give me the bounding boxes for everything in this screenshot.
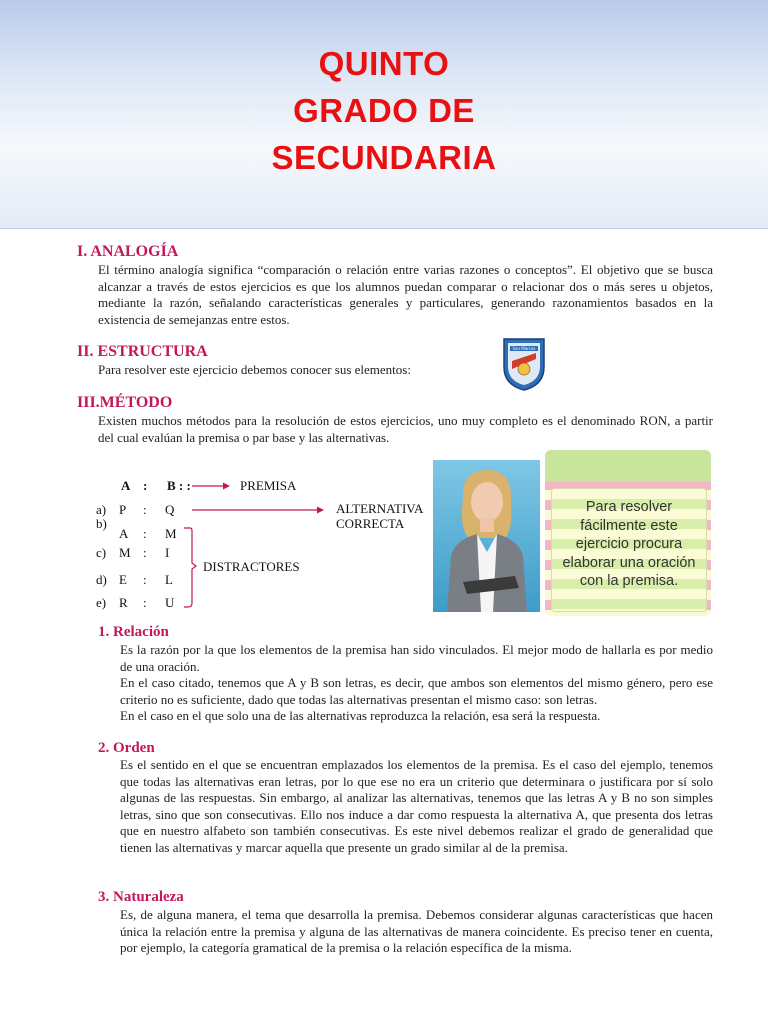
tip-note-header xyxy=(545,450,711,482)
option-a-right: Q xyxy=(165,502,175,517)
title-line-2: GRADO DE xyxy=(293,92,475,129)
relacion-paragraph-3: En el caso en el que solo una de las alternativas reproduzca la relación, esa será la respuesta. xyxy=(120,708,601,723)
school-crest-logo xyxy=(500,333,548,391)
premise-a: A xyxy=(121,478,131,493)
distractores-label: DISTRACTORES xyxy=(203,559,300,574)
relacion-paragraph-1: Es la razón por la que los elementos de la premisa han sido vinculados. El mejor modo de hallarla es por medio de una oración. xyxy=(120,642,713,674)
naturaleza-text: Es, de alguna manera, el tema que desarrolla la premisa. Debemos considerar algunas características que hacen única la relación entre la premisa y alguna de las alternativas de manera coincidente. Es preciso tener en cuenta, por ejemplo, la categoría gramatical de la premisa o la relación específica de la misma. xyxy=(120,907,713,955)
distractores-brace xyxy=(184,528,196,607)
section-heading-metodo: III.MÉTODO xyxy=(77,394,173,411)
option-letter-d: d) xyxy=(96,572,107,587)
tip-note-text: Para resolver fácilmente este ejercicio procura elaborar una oración con la premisa. xyxy=(562,499,696,589)
section-heading-estructura: II. ESTRUCTURA xyxy=(77,343,208,360)
orden-text: Es el sentido en el que se encuentran emplazados los elementos de la premisa. Es el caso del ejemplo, tenemos que todas las alternativas eran letras, por lo que ese no era un criterio que determinara o justificara por sí solo algunas de las respuestas. Sin embargo, al analizar las alternativas, tenemos que las letras A y B no son simples letras, sino que son consecutivas. Ello nos induce a dar como respuesta la alternativa A, que presenta dos letras que en nuestro alfabeto son también consecutivas. Es este nivel debemos realizar el grado de generalidad que tienen las alternativas y marcar aquella que presente un grado similar al de la premisa. xyxy=(120,757,713,855)
metodo-text: Existen muchos métodos para la resolución de estos ejercicios, uno muy completo es el denominado RON, a partir del cual evalúan la premisa o par base y las alternativas. xyxy=(98,413,713,445)
businesswoman-photo xyxy=(433,460,540,612)
tip-note-inner xyxy=(551,488,707,612)
subsection-heading-relacion: 1. Relación xyxy=(98,624,169,640)
option-d-right: L xyxy=(165,572,173,587)
option-e-left: R xyxy=(119,595,128,610)
premise-b: B : : xyxy=(167,478,191,493)
alternativa-label-line2: CORRECTA xyxy=(336,516,405,531)
alternativa-arrowhead xyxy=(317,507,324,514)
alternativa-label-line1: ALTERNATIVA xyxy=(336,501,424,516)
option-b-right: M xyxy=(165,526,177,541)
page-title xyxy=(0,40,768,181)
option-letter-a: a) xyxy=(96,502,107,517)
option-a-sep: : xyxy=(143,502,147,517)
estructura-text: Para resolver este ejercicio debemos conocer sus elementos: xyxy=(98,362,411,377)
header-banner xyxy=(0,0,768,229)
option-letter-e: e) xyxy=(96,595,107,610)
crest-label: San Marcos xyxy=(512,346,536,351)
option-b-left: A xyxy=(119,526,129,541)
analogia-text: El término analogía significa “comparación o relación entre varias razones o conceptos”. El objetivo que se busca alcanzar a través de estos ejercicios es que los alumnos puedan comparar o relacionar dos o más seres u objetos, mediante la razón, señalando características generales y particulares, generando razonamientos basados en la existencia de semejanzas entre estos. xyxy=(98,262,713,327)
option-c-left: M xyxy=(119,545,131,560)
option-e-sep: : xyxy=(143,595,147,610)
title-line-1: QUINTO xyxy=(318,45,450,82)
option-a-left: P xyxy=(119,502,127,517)
option-letter-c: c) xyxy=(96,545,107,560)
option-e-right: U xyxy=(165,595,175,610)
option-d-sep: : xyxy=(143,572,147,587)
relacion-paragraph-2: En el caso citado, tenemos que A y B son letras, es decir, que ambos son elementos del mismo género, pero ese criterio no es suficiente, dado que todas las alternativas presentan el mismo caso: son letras. xyxy=(120,675,713,707)
subsection-heading-naturaleza: 3. Naturaleza xyxy=(98,889,184,905)
premisa-label: PREMISA xyxy=(240,478,297,493)
tip-note-box xyxy=(545,450,711,616)
option-c-sep: : xyxy=(143,545,147,560)
option-c-right: I xyxy=(165,545,170,560)
option-d-left: E xyxy=(119,572,127,587)
subsection-heading-orden: 2. Orden xyxy=(98,740,155,756)
relacion-text xyxy=(120,642,713,725)
title-line-3: SECUNDARIA xyxy=(271,139,497,176)
option-letter-b: b) xyxy=(96,516,107,531)
option-b-sep: : xyxy=(143,526,147,541)
premise-separator: : xyxy=(143,478,148,493)
premisa-arrowhead xyxy=(223,483,230,490)
section-heading-analogia: I. ANALOGÍA xyxy=(77,243,179,260)
